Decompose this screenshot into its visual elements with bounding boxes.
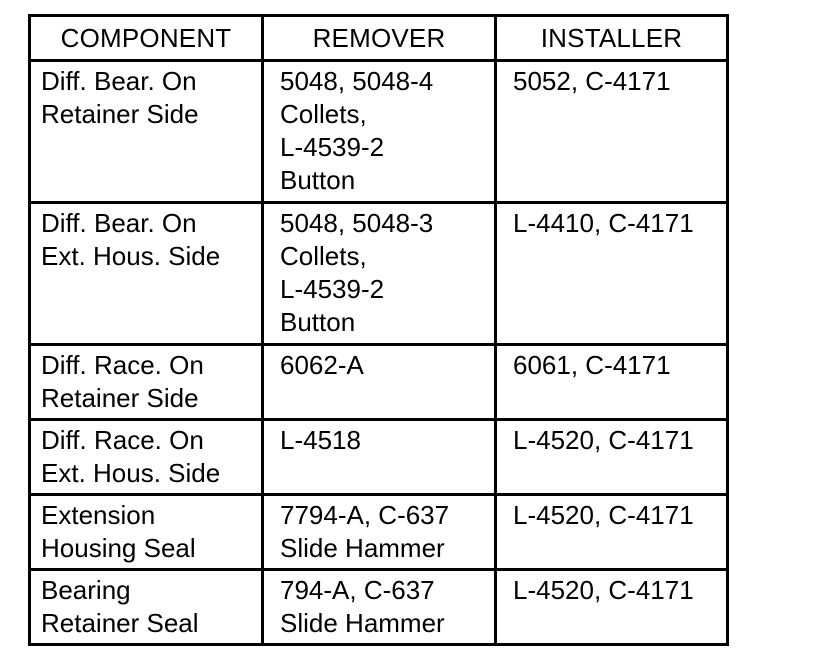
remover-cell (263, 570, 496, 645)
component-text: Housing Seal (41, 533, 196, 563)
component-text: Retainer Side (41, 99, 199, 129)
component-cell (30, 570, 263, 645)
remover-text: Button (280, 307, 356, 337)
component-text: Diff. Race. On (41, 350, 204, 380)
installer-text: 6061, C-4171 (513, 350, 671, 380)
table-row (30, 570, 728, 645)
remover-text: L-4518 (280, 425, 361, 455)
remover-cell (263, 420, 496, 495)
component-text: Ext. Hous. Side (41, 458, 221, 488)
table-row (30, 345, 728, 420)
installer-text: L-4520, C-4171 (513, 425, 694, 455)
installer-text: L-4410, C-4171 (513, 208, 694, 238)
table-row (30, 420, 728, 495)
remover-text: 6062-A (280, 350, 364, 380)
component-cell (30, 495, 263, 570)
table-row (30, 61, 728, 203)
header-installer: INSTALLER (496, 16, 728, 61)
installer-cell (496, 345, 728, 420)
installer-text: L-4520, C-4171 (513, 575, 694, 605)
tool-table (28, 14, 729, 646)
table-row (30, 495, 728, 570)
remover-text: 5048, 5048-3 (280, 208, 434, 238)
component-cell (30, 61, 263, 203)
installer-cell (496, 570, 728, 645)
component-text: Bearing (41, 575, 131, 605)
remover-text: L-4539-2 (280, 274, 385, 304)
remover-text: 5048, 5048-4 (280, 66, 434, 96)
component-text: Extension (41, 500, 156, 530)
component-text: Diff. Race. On (41, 425, 204, 455)
component-text: Retainer Seal (41, 608, 199, 638)
remover-text: Collets, (280, 99, 367, 129)
installer-text: L-4520, C-4171 (513, 500, 694, 530)
header-remover: REMOVER (263, 16, 496, 61)
installer-text: 5052, C-4171 (513, 66, 671, 96)
component-cell (30, 420, 263, 495)
remover-text: Collets, (280, 241, 367, 271)
installer-cell (496, 61, 728, 203)
installer-cell (496, 420, 728, 495)
remover-cell (263, 203, 496, 345)
header-row (30, 16, 728, 61)
component-text: Ext. Hous. Side (41, 241, 221, 271)
remover-text: Button (280, 165, 356, 195)
header-component: COMPONENT (30, 16, 263, 61)
table-row (30, 203, 728, 345)
remover-text: Slide Hammer (280, 608, 445, 638)
remover-text: 794-A, C-637 (280, 575, 435, 605)
component-text: Diff. Bear. On (41, 208, 197, 238)
remover-text: 7794-A, C-637 (280, 500, 450, 530)
remover-cell (263, 61, 496, 203)
component-text: Diff. Bear. On (41, 66, 197, 96)
installer-cell (496, 495, 728, 570)
remover-cell (263, 345, 496, 420)
remover-text: Slide Hammer (280, 533, 445, 563)
installer-cell (496, 203, 728, 345)
remover-cell (263, 495, 496, 570)
component-text: Retainer Side (41, 383, 199, 413)
component-cell (30, 203, 263, 345)
remover-text: L-4539-2 (280, 132, 385, 162)
component-cell (30, 345, 263, 420)
